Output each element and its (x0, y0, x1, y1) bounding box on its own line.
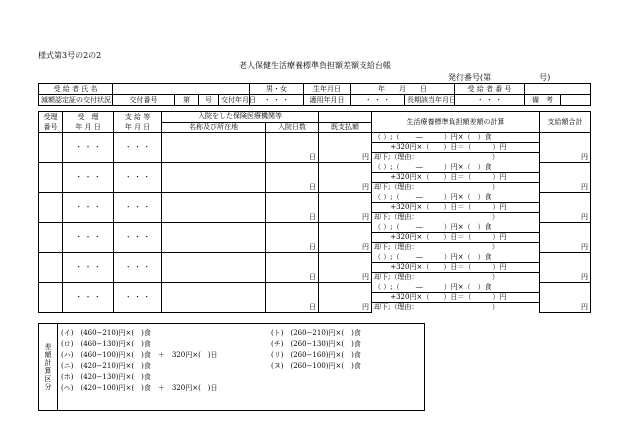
yen-unit: 円 (581, 183, 588, 191)
dob-field[interactable]: 年 月 日 (351, 84, 455, 95)
col-days: 入院日数 (266, 122, 319, 133)
calc-line-days: +320円×（ ）日＝（ ）円 (372, 293, 539, 303)
calc-line-reject: 却下;（理由： ） (374, 153, 499, 162)
legend-item: (ロ) (460−130)円×( )食 (61, 340, 151, 348)
issue-date-label: 交付年月日 (219, 95, 250, 106)
legend-item: (ヌ) (260−100)円×( )食 (271, 362, 361, 370)
calc-line-meal: （ ）;（ ― ）円×（ ）食 (372, 223, 539, 233)
receipt-date-cell[interactable]: ・ ・ ・ (63, 163, 114, 193)
go-label: 号 (199, 95, 219, 106)
days-cell[interactable] (266, 223, 319, 253)
legend-item: (ト) (260−210)円×( )食 (271, 329, 361, 337)
paid-cell[interactable] (319, 163, 372, 193)
table-row (39, 133, 591, 163)
calc-line-days: +320円×（ ）日＝（ ）円 (372, 173, 539, 183)
remarks-field[interactable] (561, 95, 591, 106)
receipt-no-cell[interactable] (39, 133, 63, 163)
header-table (38, 83, 591, 106)
calc-cell[interactable] (372, 193, 540, 223)
legend-item: (ヘ) (420−100)円×( )食 ＋ 320円×( )日 (61, 384, 218, 392)
day-unit: 日 (309, 213, 316, 221)
dai-label: 第 (175, 95, 199, 106)
calc-line-reject: 却下;（理由： ） (374, 243, 499, 251)
calc-cell[interactable] (372, 223, 540, 253)
days-cell[interactable] (266, 253, 319, 283)
table-row (39, 283, 591, 313)
apply-date-field[interactable]: ・ ・ ・ (351, 95, 405, 106)
certificate-status-label: 減額認定証の交付状況 (39, 95, 113, 106)
apply-date-label: 適用年月日 (304, 95, 351, 106)
calc-line-meal: （ ）;（ ― ）円×（ ）食 (372, 283, 539, 293)
calc-line-reject: 却下;（理由： ） (374, 183, 499, 191)
hospital-name-cell[interactable] (162, 283, 266, 313)
col-paid: 既支払額 (319, 122, 372, 133)
receipt-date-cell[interactable]: ・ ・ ・ (63, 193, 114, 223)
days-cell[interactable] (266, 133, 319, 163)
col-hospital-group: 入院をした保険医療機関等 (162, 112, 319, 123)
legend-left-column (61, 328, 218, 394)
table-row (39, 223, 591, 253)
yen-unit: 円 (362, 243, 369, 251)
pay-date-cell[interactable]: ・ ・ ・ (114, 193, 162, 223)
yen-unit: 円 (362, 153, 369, 161)
issue-number: 発行番号(第 号) (448, 73, 551, 82)
table-row (39, 193, 591, 223)
receipt-no-cell[interactable] (39, 163, 63, 193)
receipt-date-cell[interactable]: ・ ・ ・ (63, 283, 114, 313)
calc-line-meal: （ ）;（ ― ）円×（ ）食 (372, 253, 539, 263)
pay-date-cell[interactable]: ・ ・ ・ (114, 163, 162, 193)
yen-unit: 円 (362, 273, 369, 281)
calc-line-reject: 却下;（理由： ） (374, 213, 499, 221)
pay-date-cell[interactable]: ・ ・ ・ (114, 253, 162, 283)
col-calc: 生活療養標準負担額差額の計算 (372, 112, 540, 133)
legend-right-column (271, 328, 361, 372)
col-receipt-date: 受 理 年 月 日 (63, 112, 114, 133)
paid-cell[interactable] (319, 253, 372, 283)
receipt-no-cell[interactable] (39, 283, 63, 313)
paid-cell[interactable] (319, 193, 372, 223)
hospital-name-cell[interactable] (162, 133, 266, 163)
total-cell[interactable] (540, 163, 591, 193)
recipient-number-label: 受 給 者 番 号 (455, 84, 525, 95)
days-cell[interactable] (266, 283, 319, 313)
calc-category-legend (38, 323, 425, 411)
total-cell[interactable] (540, 253, 591, 283)
total-cell[interactable] (540, 223, 591, 253)
pay-date-cell[interactable]: ・ ・ ・ (114, 283, 162, 313)
days-cell[interactable] (266, 193, 319, 223)
calc-line-days: +320円×（ ）日＝（ ）円 (372, 203, 539, 213)
calc-cell[interactable] (372, 133, 540, 163)
form-number-label: 様式第3号の2の2 (38, 51, 102, 60)
yen-unit: 円 (581, 303, 588, 311)
col-total: 支給額合計 (540, 112, 591, 133)
legend-label-cell (39, 324, 58, 410)
calc-cell[interactable] (372, 283, 540, 313)
col-pay-date: 支 給 等 年 月 日 (114, 112, 162, 133)
yen-unit: 円 (581, 153, 588, 161)
legend-label: 差額計算区分 (44, 343, 52, 391)
receipt-date-cell[interactable]: ・ ・ ・ (63, 253, 114, 283)
yen-unit: 円 (581, 213, 588, 221)
pay-date-cell[interactable]: ・ ・ ・ (114, 223, 162, 253)
calc-line-days: +320円×（ ）日＝（ ）円 (372, 263, 539, 273)
remarks-label: 備 考 (525, 95, 561, 106)
total-cell[interactable] (540, 133, 591, 163)
day-unit: 日 (309, 183, 316, 191)
yen-unit: 円 (362, 303, 369, 311)
hospital-name-cell[interactable] (162, 193, 266, 223)
pay-date-cell[interactable]: ・ ・ ・ (114, 133, 162, 163)
long-term-date-label: 長期該当年月日 (405, 95, 455, 106)
payment-ledger-table (38, 111, 591, 313)
calc-cell[interactable] (372, 163, 540, 193)
paid-cell[interactable] (319, 283, 372, 313)
day-unit: 日 (309, 243, 316, 251)
legend-item: (チ) (260−130)円×( )食 (271, 340, 361, 348)
legend-item: (イ) (460−210)円×( )食 (61, 329, 151, 337)
legend-item: (ニ) (420−210)円×( )食 (61, 362, 151, 370)
long-term-date-field[interactable]: ・ ・ ・ (455, 95, 525, 106)
calc-line-reject: 却下;（理由： ） (374, 303, 499, 311)
hospital-name-cell[interactable] (162, 253, 266, 283)
calc-line-meal: （ ）;（ ― ）円×（ ）食 (372, 133, 539, 143)
receipt-no-cell[interactable] (39, 253, 63, 283)
calc-line-days: +320円×（ ）日＝（ ）円 (372, 143, 539, 153)
hospital-name-cell[interactable] (162, 163, 266, 193)
yen-unit: 円 (362, 183, 369, 191)
receipt-no-cell[interactable] (39, 223, 63, 253)
legend-item: (リ) (260−160)円×( )食 (271, 351, 361, 359)
calc-line-meal: （ ）;（ ― ）円×（ ）食 (372, 163, 539, 173)
days-cell[interactable] (266, 163, 319, 193)
dob-label: 生年月日 (304, 84, 351, 95)
col-receipt-no: 受理番号 (39, 112, 63, 133)
receipt-date-cell[interactable]: ・ ・ ・ (63, 133, 114, 163)
legend-item: (ホ) (420−130)円×( )食 (61, 373, 151, 381)
calc-line-meal: （ ）;（ ― ）円×（ ）食 (372, 193, 539, 203)
yen-unit: 円 (581, 273, 588, 281)
table-row (39, 253, 591, 283)
calc-line-days: +320円×（ ）日＝（ ）円 (372, 233, 539, 243)
day-unit: 日 (309, 303, 316, 311)
hospital-name-cell[interactable] (162, 223, 266, 253)
day-unit: 日 (309, 153, 316, 161)
calc-cell[interactable] (372, 253, 540, 283)
issue-no-label: 交付番号 (113, 95, 175, 106)
recipient-name-field[interactable] (113, 84, 250, 95)
calc-line-reject: 却下;（理由： ） (374, 273, 499, 281)
recipient-number-field[interactable] (525, 84, 591, 95)
receipt-date-cell[interactable]: ・ ・ ・ (63, 223, 114, 253)
sex-select[interactable]: 男・女 (250, 84, 304, 95)
yen-unit: 円 (581, 243, 588, 251)
recipient-name-label: 受 給 者 氏 名 (39, 84, 113, 95)
table-row (39, 163, 591, 193)
col-hospital-name: 名称及び所在地 (162, 122, 266, 133)
yen-unit: 円 (362, 213, 369, 221)
legend-item: (ハ) (460−100)円×( )食 ＋ 320円×( )日 (61, 351, 218, 359)
total-cell[interactable] (540, 283, 591, 313)
paid-cell[interactable] (319, 223, 372, 253)
page-title: 老人保健生活療養標準負担額差額支給台帳 (239, 61, 391, 70)
paid-cell[interactable] (319, 133, 372, 163)
total-cell[interactable] (540, 193, 591, 223)
issue-date-field[interactable]: ・ ・ ・ (250, 95, 304, 106)
receipt-no-cell[interactable] (39, 193, 63, 223)
day-unit: 日 (309, 273, 316, 281)
